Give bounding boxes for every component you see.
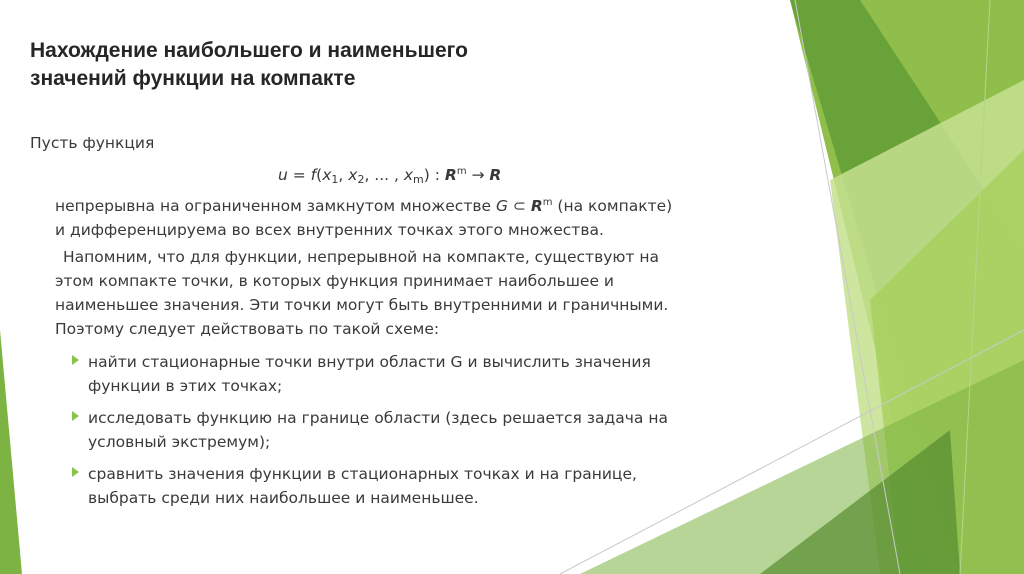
step-1-line-2: функции в этих точках; — [88, 377, 283, 395]
formula-eq: = — [287, 166, 311, 184]
formula-close: ) : — [423, 166, 445, 184]
slide-title — [30, 37, 650, 93]
formula-u: u — [278, 166, 288, 184]
reminder-line-2: этом компакте точки, в которых функция принимает наибольшее и — [55, 272, 614, 290]
formula-dots: , ... , — [364, 166, 404, 184]
step-3-line-1: сравнить значения функции в стационарных точках и на границе, — [88, 465, 637, 483]
title-line-2: значений функции на компакте — [30, 67, 356, 90]
formula-sup-m: m — [456, 166, 467, 177]
intro-text: Пусть функция — [30, 134, 155, 152]
bullet-arrow-icon — [72, 411, 79, 421]
formula-f: f — [310, 166, 317, 184]
continuity-text-after: (на компакте) — [552, 197, 673, 216]
step-1-line-1: найти стационарные точки внутри области G и вычислить значения — [88, 353, 651, 371]
set-G: G — [495, 197, 508, 216]
reminder-line-1: Напомним, что для функции, непрерывной на компакте, существуют на — [63, 248, 660, 266]
function-formula — [278, 160, 501, 192]
formula-x2: x — [348, 166, 358, 184]
formula-R-codomain: R — [489, 166, 502, 184]
space-dim-m: m — [542, 197, 553, 208]
formula-sub-2: 2 — [357, 173, 365, 186]
bullet-arrow-icon — [72, 355, 79, 365]
step-item-2 — [88, 406, 668, 454]
continuity-line-2: и дифференцируема во всех внутренних точках этого множества. — [55, 221, 604, 240]
formula-R-domain: R — [444, 166, 457, 184]
reminder-line-4: Поэтому следует действовать по такой схеме: — [55, 320, 440, 338]
formula-comma: , — [338, 166, 349, 184]
formula-sub-1: 1 — [331, 173, 339, 186]
space-R: R — [530, 197, 543, 216]
step-2-line-1: исследовать функцию на границе области (здесь решается задача на — [88, 409, 668, 427]
formula-x1: x — [322, 166, 332, 184]
formula-open: ( — [316, 166, 323, 184]
continuity-text-before: непрерывна на ограниченном замкнутом множестве — [55, 197, 496, 216]
subset-symbol: ⊂ — [507, 197, 531, 216]
continuity-line-1 — [55, 191, 672, 218]
continuity-paragraph — [55, 191, 672, 242]
formula-arrow: → — [466, 166, 490, 184]
deco-shape-left-strip — [0, 330, 22, 574]
step-item-3 — [88, 462, 637, 510]
bullet-arrow-icon — [72, 467, 79, 477]
title-line-1: Нахождение наибольшего и наименьшего — [30, 39, 468, 62]
step-2-line-2: условный экстремум); — [88, 433, 271, 451]
step-3-line-2: выбрать среди них наибольшее и наименьшее. — [88, 489, 479, 507]
step-item-1 — [88, 350, 651, 398]
reminder-line-3: наименьшее значения. Эти точки могут быть внутренними и граничными. — [55, 296, 669, 314]
formula-sub-m: m — [413, 173, 424, 186]
reminder-paragraph — [55, 245, 668, 341]
formula-xm: x — [403, 166, 414, 184]
